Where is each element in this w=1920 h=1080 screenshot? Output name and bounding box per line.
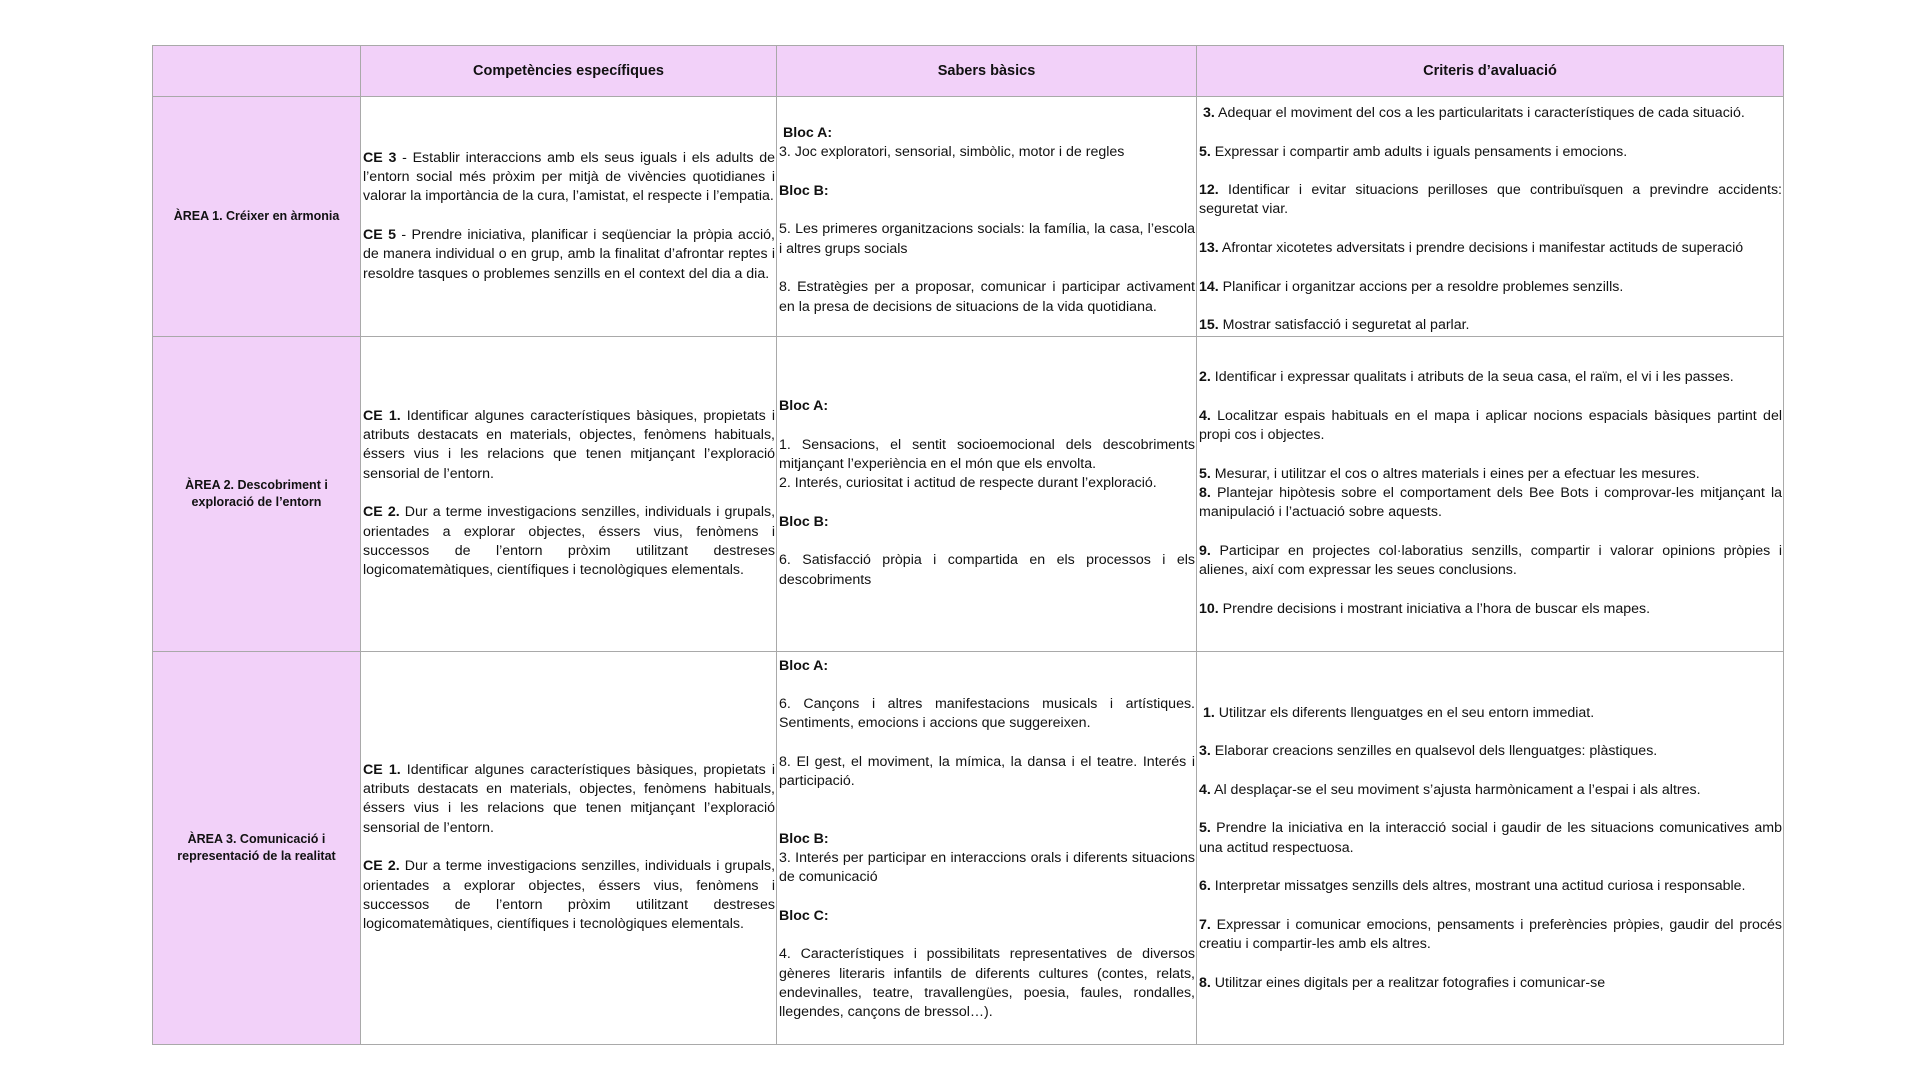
sabers-cell	[777, 336, 1197, 651]
criterion-item: 12. Identificar i evitar situacions perilloses que contribuïsquen a previndre accidents: seguretat viar.	[1199, 182, 1782, 218]
competency-item	[363, 149, 775, 207]
bloc-heading: Bloc A:	[779, 398, 829, 415]
competency-code: CE 2.	[363, 504, 400, 521]
curriculum-table	[152, 45, 1784, 1045]
saber-item: 8. El gest, el moviment, la mímica, la dansa i el teatre. Interés i participació.	[779, 754, 1195, 790]
bloc-heading: Bloc C:	[779, 907, 829, 924]
competencies-cell	[361, 336, 777, 651]
criterion-item: 1. Utilitzar els diferents llenguatges en el seu entorn immediat.	[1203, 704, 1595, 721]
area-title: ÀREA 2. Descobriment i exploració de l’entorn	[153, 336, 361, 651]
competency-text: Dur a terme investigacions senzilles, individuals i grupals, orientades a explorar objectes, éssers vius, fenòmens i successos de l’entorn pròxim utilitzant destreses logicomatemàtiques, científiques i tecnològiques elementals.	[363, 858, 776, 933]
competency-text: Identificar algunes característiques bàsiques, propietats i atributs destacats en materials, objectes, fenòmens habituals, éssers vius i les relacions que tenen mitjançant l’exploració sensorial de l’entorn.	[363, 761, 775, 836]
criterion-item: 5. Expressar i compartir amb adults i iguals pensaments i emocions.	[1199, 143, 1628, 160]
criterion-item: 3. Adequar el moviment del cos a les particularitats i característiques de cada situació.	[1203, 105, 1745, 121]
table-row	[153, 336, 1784, 651]
competency-item	[363, 761, 775, 838]
competency-text: - Prendre iniciativa, planificar i seqüenciar la pròpia acció, de manera individual o en grup, amb la finalitat d’afrontar reptes i resoldre tasques o problemes senzills en el context del dia a dia.	[363, 226, 775, 282]
area-title: ÀREA 3. Comunicació i representació de la realitat	[153, 651, 361, 1044]
header-criteria: Criteris d’avaluació	[1197, 46, 1784, 97]
criterion-item: 4. Localitzar espais habituals en el mapa i aplicar nocions espacials bàsiques partint del propi cos i objectes.	[1199, 407, 1782, 444]
header-sabers: Sabers bàsics	[777, 46, 1197, 97]
header-area	[153, 46, 361, 97]
saber-item: 6. Cançons i altres manifestacions musicals i artístiques. Sentiments, emocions i accions que suggereixen.	[779, 696, 1195, 732]
competency-code: CE 2.	[363, 858, 400, 875]
criterion-item: 8. Utilitzar eines digitals per a realitzar fotografies i comunicar-se	[1199, 974, 1606, 991]
criterion-item: 2. Identificar i expressar qualitats i atributs de la seua casa, el raïm, el vi i les passes.	[1199, 369, 1734, 386]
competencies-cell	[361, 97, 777, 337]
competency-item	[363, 857, 775, 934]
competency-code: CE 5	[363, 226, 396, 243]
bloc-heading: Bloc B:	[779, 830, 829, 847]
bloc-heading: Bloc B:	[779, 513, 829, 530]
table-header-row	[153, 46, 1784, 97]
saber-item: 1. Sensacions, el sentit socioemocional dels descobriments mitjançant l’experiència en el món que els envolta.	[779, 436, 1195, 472]
sabers-cell	[777, 97, 1197, 337]
criterion-item: 8. Plantejar hipòtesis sobre el comportament dels Bee Bots i comprovar-les mitjançant la manipulació i l’actuació sobre aquests.	[1199, 484, 1782, 521]
bloc-heading: Bloc A:	[783, 125, 833, 141]
criterion-item: 7. Expressar i comunicar emocions, pensaments i preferències pròpies, gaudir del procés creatiu i compartir-les amb els altres.	[1199, 916, 1782, 953]
bloc-heading: Bloc B:	[779, 182, 829, 199]
saber-item: 3. Joc exploratori, sensorial, simbòlic, motor i de regles	[779, 144, 1125, 161]
competency-code: CE 3	[363, 149, 397, 166]
competency-item	[363, 503, 775, 580]
criterion-item: 5. Prendre la iniciativa en la interacció social i gaudir de les situacions comunicatives amb una actitud respectuosa.	[1199, 820, 1782, 856]
criteria-cell	[1197, 97, 1784, 337]
header-competencies: Competències específiques	[361, 46, 777, 97]
competency-item	[363, 407, 775, 484]
criteria-cell	[1197, 651, 1784, 1044]
criterion-item: 4. Al desplaçar-se el seu moviment s’ajusta harmònicament a l’espai i als altres.	[1199, 781, 1701, 798]
saber-item: 6. Satisfacció pròpia i compartida en els processos i els descobriments	[779, 552, 1195, 588]
saber-item: 4. Característiques i possibilitats representatives de diversos gèneres literaris infantils de diferents cultures (contes, relats, endevinalles, teatre, travallengües, poesia, faules, rondalles, llegendes, cançons de bressol…).	[779, 946, 1195, 1021]
competency-text: Identificar algunes característiques bàsiques, propietats i atributs destacats en materials, objectes, fenòmens habituals, éssers vius i les relacions que tenen mitjançant l’exploració sensorial de l’entorn.	[363, 407, 775, 482]
criterion-item: 10. Prendre decisions i mostrant iniciativa a l’hora de buscar els mapes.	[1199, 600, 1651, 617]
saber-item: 2. Interés, curiositat i actitud de respecte durant l’exploració.	[779, 475, 1157, 492]
criterion-item: 9. Participar en projectes col·laboratius senzills, compartir i valorar opinions pròpies i alienes, així com expressar les seues conclusions.	[1199, 542, 1782, 579]
criterion-item: 13. Afrontar xicotetes adversitats i prendre decisions i manifestar actituds de superació	[1199, 240, 1744, 257]
saber-item: 3. Interés per participar en interaccions orals i diferents situacions de comunicació	[779, 849, 1195, 886]
competency-item	[363, 226, 775, 284]
criterion-item: 3. Elaborar creacions senzilles en qualsevol dels llenguatges: plàstiques.	[1199, 743, 1658, 760]
criterion-item: 15. Mostrar satisfacció i seguretat al parlar.	[1199, 317, 1470, 334]
area-title: ÀREA 1. Créixer en àrmonia	[153, 97, 361, 337]
competency-code: CE 1.	[363, 407, 401, 424]
competency-text: Dur a terme investigacions senzilles, individuals i grupals, orientades a explorar objectes, éssers vius, fenòmens i successos de l’entorn pròxim utilitzant destreses logicomatemàtiques, científiques i tecnològiques elementals.	[363, 504, 776, 579]
criterion-item: 14. Planificar i organitzar accions per a resoldre problemes senzills.	[1199, 278, 1624, 295]
bloc-heading: Bloc A:	[779, 657, 829, 674]
competency-code: CE 1.	[363, 761, 401, 778]
saber-item: 5. Les primeres organitzacions socials: la família, la casa, l’escola i altres grups socials	[779, 221, 1195, 257]
saber-item: 8. Estratègies per a proposar, comunicar i participar activament en la presa de decisions de situacions de la vida quotidiana.	[779, 279, 1195, 315]
criteria-cell	[1197, 336, 1784, 651]
competency-text: - Establir interaccions amb els seus iguals i els adults de l’entorn social més pròxim per mitjà de vivències quotidianes i valorar la importància de la cura, l’amistat, el respecte i l’empatia.	[363, 149, 776, 205]
criterion-item: 5. Mesurar, i utilitzar el cos o altres materials i eines per a efectuar les mesures.	[1199, 465, 1700, 482]
table-row	[153, 97, 1784, 337]
competencies-cell	[361, 651, 777, 1044]
sabers-cell	[777, 651, 1197, 1044]
criterion-item: 6. Interpretar missatges senzills dels altres, mostrant una actitud curiosa i responsable.	[1199, 878, 1746, 895]
table-row	[153, 651, 1784, 1044]
